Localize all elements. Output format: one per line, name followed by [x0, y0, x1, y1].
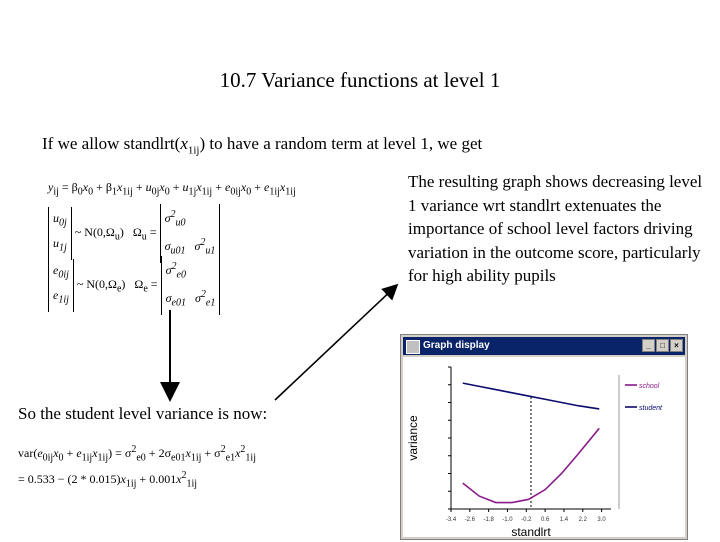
- x-axis-label: standlrt: [511, 525, 551, 537]
- x-tick-label: -1.0: [502, 517, 513, 523]
- intro-before: If we allow standlrt(: [42, 134, 181, 153]
- x-tick-label: -3.4: [445, 517, 457, 523]
- minimize-button[interactable]: _: [642, 339, 655, 352]
- diagonal-arrow: [275, 286, 396, 400]
- intro-after: ) to have a random term at level 1, we get: [199, 134, 483, 153]
- x-tick-label: 1.4: [559, 517, 569, 523]
- level2-distribution: $u_{0j}$ $u_{1j}$ ~ $N(0,\Omega_u) \Omega_u = \sigma^2_{u0}$ $\sigma_{u01}$ $\sigma^2_{u1}$: [48, 204, 288, 263]
- variance-note: So the student level variance is now:: [18, 404, 268, 423]
- x-tick-label: 0.6: [540, 517, 550, 523]
- x-tick-label: -1.8: [483, 517, 494, 523]
- app-icon: [406, 340, 420, 354]
- x-tick-label: -0.2: [521, 517, 532, 523]
- x-tick-label: 2.2: [578, 517, 587, 523]
- y-axis-label: variance: [406, 415, 420, 461]
- legend-label-school: school: [639, 383, 660, 390]
- level1-distribution: $e_{0ij}$ $e_{1ij}$ ~ $N(0,\Omega_e) \Omega_e = \sigma^2_{e0}$ $\sigma_{e01}$ $\sigma^2_{e1}$: [48, 256, 288, 315]
- variance-equation: $var(e_{0ij}x_0 + e_{1ij}x_{1ij}) = \sigma^2_{e0} + 2\sigma_{e01}x_{1ij} + \sigma^2_{e1}x^2_{1ij}$: [18, 444, 256, 464]
- model-equation: $y_{ij} = \beta_0x_0 + \beta_1x_{1ij} + u_{0j}x_0 + u_{1j}x_{1ij} + e_{0ij}x_0 + e_{1ij}x_{1ij}$: [48, 180, 296, 198]
- description-text: The resulting graph shows decreasing level 1 variance wrt standlrt extenuates the importance of school level factors driving variation in the outcome score, particularly for high ability pupils: [408, 172, 703, 285]
- graph-area: [403, 357, 685, 537]
- graph-window: [400, 334, 688, 540]
- maximize-button[interactable]: □: [656, 339, 669, 352]
- graph-window-title: Graph display: [423, 340, 490, 351]
- variance-chart: [403, 357, 685, 537]
- x-tick-label: 3.0: [597, 517, 606, 523]
- x-tick-label: -2.6: [464, 517, 475, 523]
- close-button[interactable]: ×: [670, 339, 683, 352]
- intro-var: x: [180, 134, 188, 153]
- numeric-equation: = $0.533 - (2 * 0.015)x_{1ij} + 0.001x^2_{1ij}$: [18, 470, 198, 490]
- legend-label-student: student: [639, 405, 662, 412]
- intro-sub: 1ij: [187, 144, 200, 157]
- graph-window-titlebar[interactable]: [403, 337, 685, 355]
- page-title: 10.7 Variance functions at level 1: [219, 68, 501, 92]
